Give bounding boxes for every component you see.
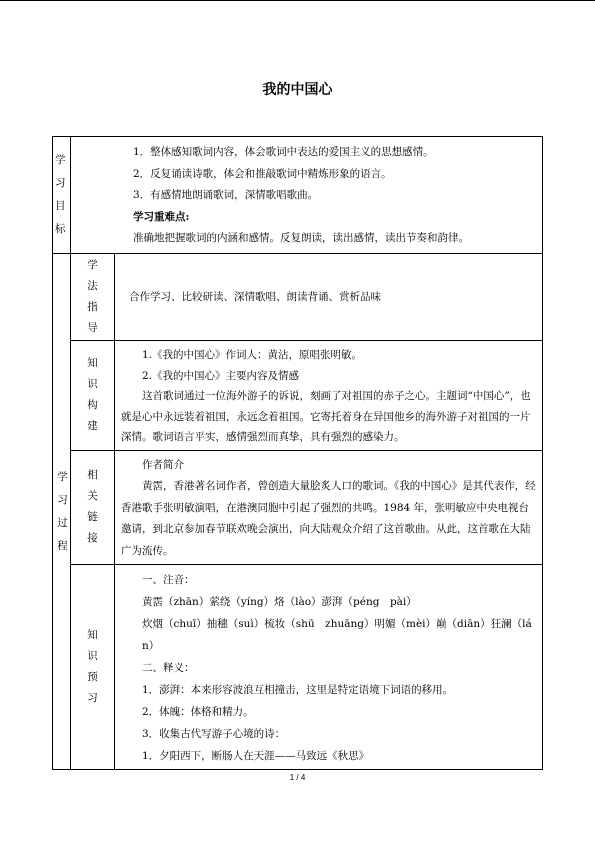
top-rule <box>0 0 595 1</box>
knowledge-content <box>115 341 543 451</box>
preview-pinyin-2: 炊烟（chuī）抽穗（suì）梳妆（shū zhuāng）明媚（mèi）巅（diān）狂澜（lán） <box>142 618 532 652</box>
knowledge-label <box>71 341 115 451</box>
knowledge-row <box>53 341 543 451</box>
links-content <box>115 450 543 565</box>
method-text: 合作学习、比较研读、深情歌唱、朗读背诵、赏析品味 <box>129 291 381 304</box>
method-label <box>71 254 115 341</box>
preview-def-4: 1．夕阳西下，断肠人在天涯——马致远《秋思》 <box>142 750 370 762</box>
preview-def-1: 1．澎湃：本来形容波浪互相撞击，这里是特定语境下词语的移用。 <box>142 684 454 696</box>
page-title: 我的中国心 <box>262 82 333 98</box>
method-row <box>53 254 543 341</box>
knowledge-paragraph: 这首歌词通过一位海外游子的诉说，刻画了对祖国的赤子之心。主题词“中国心”，也就是心中永远装着祖国，永远念着祖国。它寄托着身在异国他乡的海外游子对祖国的一片深情。歌词语言平实，感情强烈而真挚，具有强烈的感染力。 <box>121 390 531 443</box>
preview-label <box>71 565 115 770</box>
goal-item-3: 3．有感情地朗诵歌词，深情歌唱歌曲。 <box>133 189 319 202</box>
preview-content <box>115 565 543 770</box>
knowledge-line-2: 2.《我的中国心》主要内容及情感 <box>142 369 300 382</box>
preview-def-2: 2．体魄：体格和精力。 <box>142 706 254 718</box>
method-label-text: 学法指导 <box>87 259 98 334</box>
preview-heading-2: 二、释义： <box>142 662 195 674</box>
links-row <box>53 450 543 565</box>
preview-def-3: 3．收集古代写游子心境的诗： <box>142 728 286 740</box>
knowledge-label-text: 知识构建 <box>87 357 98 433</box>
links-label-text: 相关链接 <box>87 469 98 545</box>
goals-label-text: 学习目标 <box>55 154 66 235</box>
preview-pinyin-1: 黄霑（zhān）萦绕（yíng）烙（lào）澎湃（péng pài） <box>142 596 417 608</box>
goal-item-2: 2．反复诵读诗歌，体会和推敲歌词中精炼形象的语言。 <box>133 167 392 180</box>
preview-row <box>53 565 543 770</box>
lesson-table <box>52 136 543 770</box>
method-content <box>115 254 543 341</box>
key-points-text: 准确地把握歌词的内涵和感情。反复朗读，读出感情，读出节奏和韵律。 <box>133 232 469 245</box>
goals-row <box>53 137 543 254</box>
key-points-title: 学习重难点: <box>133 210 190 223</box>
goals-label <box>53 137 71 254</box>
knowledge-line-1: 1.《我的中国心》作词人：黄沾，原唱张明敏。 <box>142 349 363 361</box>
links-heading: 作者简介 <box>142 458 184 471</box>
process-label-text: 学习过程 <box>57 470 68 552</box>
goals-content <box>71 137 543 254</box>
links-label <box>71 450 115 565</box>
goal-item-1: 1．整体感知歌词内容，体会歌词中表达的爱国主义的思想感情。 <box>133 146 434 159</box>
process-label <box>53 254 71 770</box>
preview-heading-1: 一、注音： <box>142 574 195 586</box>
page-number: 1 / 4 <box>289 773 306 782</box>
preview-label-text: 知识预习 <box>87 629 98 704</box>
links-paragraph: 黄霑，香港著名词作者，曾创造大量脍炙人口的歌词。《我的中国心》是其代表作，经香港歌手张明敏演唱，在港澳同胞中引起了强烈的共鸣。1984 年，张明敏应中央电视台邀请，到北京参加春节联欢晚会演出，向大陆观众介绍了这首歌曲。从此，这首歌在大陆广为流传。 <box>121 480 536 557</box>
